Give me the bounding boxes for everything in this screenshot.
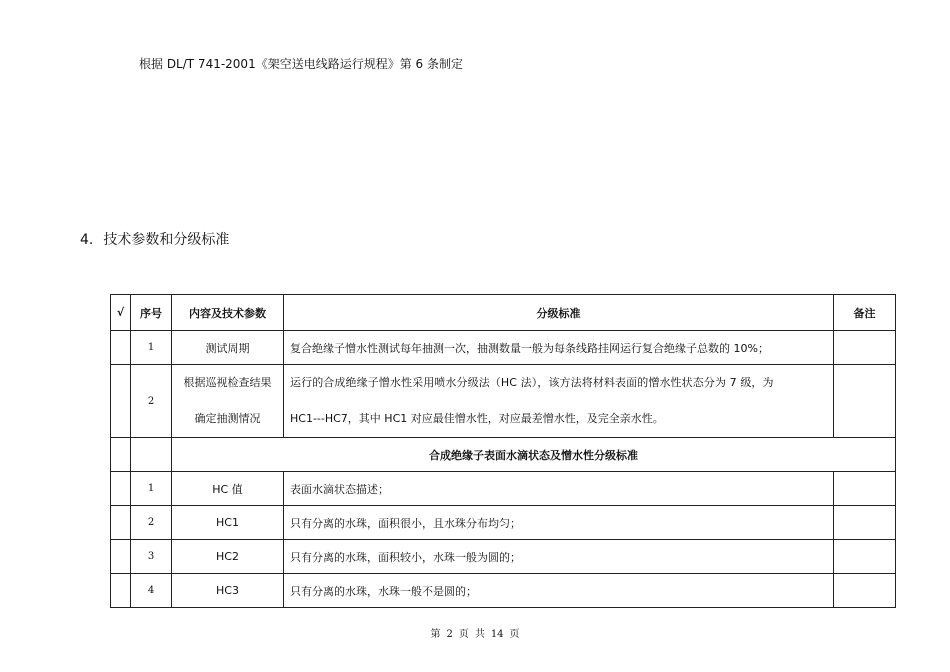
page-footer <box>0 628 950 642</box>
footer-page-number: 2 <box>446 629 453 640</box>
check-cell[interactable] <box>111 365 131 438</box>
table-row <box>111 331 896 365</box>
row-number: 3 <box>131 540 172 574</box>
standard-text-line-1: 运行的合成绝缘子憎水性采用喷水分级法（HC 法），该方法将材料表面的憎水性状态分为 7 级，为 <box>290 376 774 389</box>
item-cell <box>172 331 284 365</box>
note-cell <box>834 365 896 438</box>
table-row <box>111 540 896 574</box>
note-cell <box>834 472 896 506</box>
table-subheading-row <box>111 438 896 472</box>
check-cell[interactable] <box>111 574 131 608</box>
standard-text-line-2: HC1---HC7，其中 HC1 对应最佳憎水性，对应最差憎水性，及完全亲水性。 <box>290 412 664 425</box>
standard-cell: 只有分离的水珠，面积很小，且水珠分布均匀； <box>284 506 834 540</box>
header-item: 内容及技术参数 <box>172 295 284 331</box>
table-row <box>111 574 896 608</box>
item-text-line-1: 根据巡视检查结果 <box>183 376 272 389</box>
standard-cell: 只有分离的水珠，水珠一般不是圆的； <box>284 574 834 608</box>
footer-total-pages: 14 <box>490 629 504 640</box>
section-number: 4. <box>80 232 94 248</box>
basis-statement: 根据 DL/T 741-2001《架空送电线路运行规程》第 6 条制定 <box>139 57 463 71</box>
row-number: 2 <box>131 365 172 438</box>
row-number: 1 <box>131 331 172 365</box>
item-text: 测试周期 <box>205 341 250 355</box>
empty-cell <box>131 438 172 472</box>
item-cell: HC 值 <box>172 472 284 506</box>
table-row <box>111 365 896 438</box>
standard-cell <box>284 365 834 438</box>
note-cell <box>834 331 896 365</box>
standard-cell: 表面水滴状态描述； <box>284 472 834 506</box>
table-header-row <box>111 295 896 331</box>
check-cell[interactable] <box>111 506 131 540</box>
note-cell <box>834 506 896 540</box>
item-cell: HC3 <box>172 574 284 608</box>
item-cell: HC1 <box>172 506 284 540</box>
table-subheading: 合成绝缘子表面水滴状态及憎水性分级标准 <box>172 438 896 472</box>
standard-text: 复合绝缘子憎水性测试每年抽测一次，抽测数量一般为每条线路挂网运行复合绝缘子总数的 10%； <box>290 341 769 355</box>
standard-cell: 只有分离的水珠，面积较小，水珠一般为圆的； <box>284 540 834 574</box>
spec-table <box>110 294 896 608</box>
row-number: 1 <box>131 472 172 506</box>
item-cell <box>172 365 284 438</box>
header-no: 序号 <box>131 295 172 331</box>
row-number: 4 <box>131 574 172 608</box>
table-row <box>111 506 896 540</box>
standard-cell <box>284 331 834 365</box>
check-cell[interactable] <box>111 331 131 365</box>
check-cell[interactable] <box>111 438 131 472</box>
item-text-line-2: 确定抽测情况 <box>194 412 261 425</box>
section-heading <box>80 230 229 250</box>
footer-gong: 共 <box>474 629 485 640</box>
footer-ye: 页 <box>458 629 469 640</box>
table-row <box>111 472 896 506</box>
check-cell[interactable] <box>111 472 131 506</box>
footer-ye2: 页 <box>509 629 520 640</box>
footer-di: 第 <box>430 629 441 640</box>
section-title: 技术参数和分级标准 <box>103 232 230 248</box>
item-cell: HC2 <box>172 540 284 574</box>
header-standard: 分级标准 <box>284 295 834 331</box>
header-check: √ <box>111 295 131 331</box>
check-cell[interactable] <box>111 540 131 574</box>
note-cell <box>834 540 896 574</box>
row-number: 2 <box>131 506 172 540</box>
header-note: 备注 <box>834 295 896 331</box>
note-cell <box>834 574 896 608</box>
